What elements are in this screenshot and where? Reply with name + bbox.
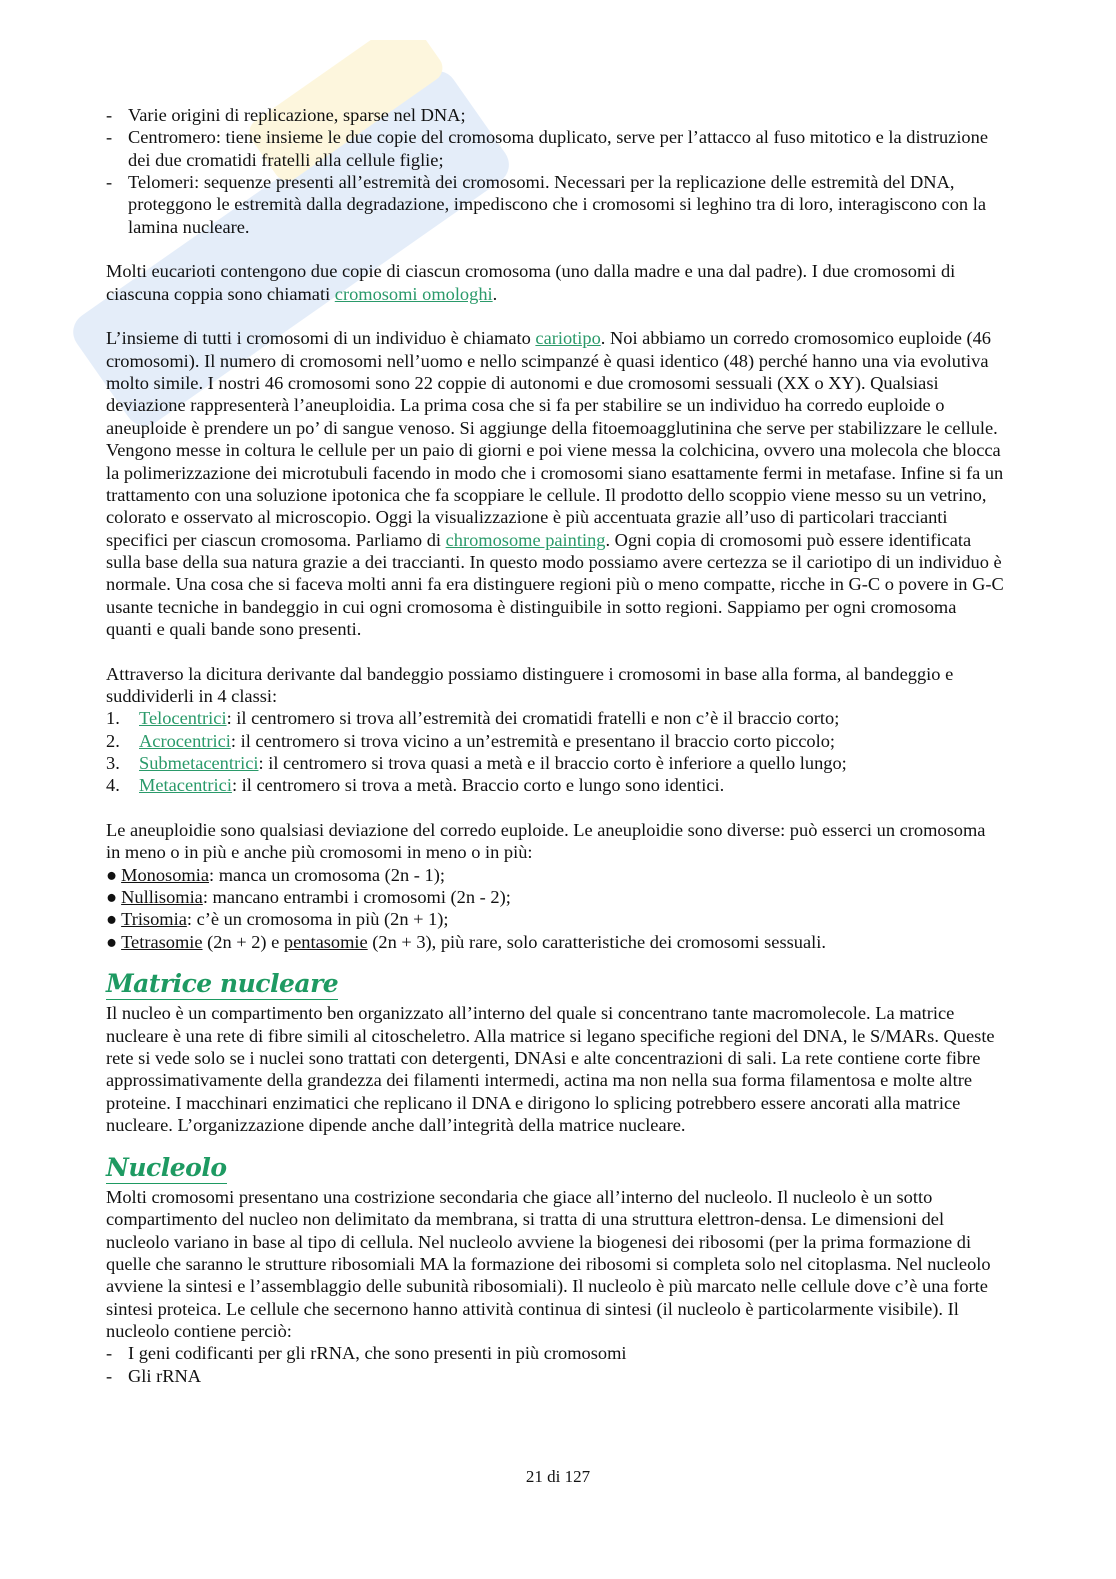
text-run: : c’è un cromosoma in più (2n + 1);	[186, 909, 449, 930]
underlined-term: Monosomia	[121, 864, 209, 885]
text-run: Attraverso la dicitura derivante dal bandeggio possiamo distinguere i cromosomi in base alla forma, al bandeggio e suddividerli in 4 classi:	[106, 663, 954, 706]
page-number: 21 di 127	[525, 1467, 591, 1486]
text-run: Varie origini di replicazione, sparse nel DNA;	[128, 105, 466, 125]
underlined-term: Nullisomia	[121, 887, 203, 908]
underlined-term: Trisomia	[121, 909, 187, 930]
text-run: Molti cromosomi presentano una costrizione secondaria che giace all’interno del nucleolo. Il nucleolo è un sotto compartimento del nucleo non delimitato da membrana, si tratta di una struttura elettron-densa. Le dimensioni del nucleolo variano in base al tipo di cellula. Nel nucleolo avviene la biogenesi dei ribosomi (per la prima formazione di quelle che saranno le strutture ribosomiali MA la formazione dei ribosomi si completa solo nel citoplasma. Nel nucleolo avviene la sintesi e l’assemblaggio delle subunità ribosomiali). Il nucleolo è più marcato nelle cellule dove c’è una forte sintesi proteica. Le cellule che secernono hanno attività continua di sintesi (il nucleolo è particolarmente visibile). Il nucleolo contiene perciò:	[106, 1186, 991, 1341]
text-run: Gli rRNA	[128, 1365, 202, 1386]
text-run: : il centromero si trova vicino a un’estremità e presentano il braccio corto piccolo;	[230, 730, 836, 751]
paragraph	[106, 260, 1004, 305]
text-run: (2n + 2) e	[202, 931, 284, 952]
term-link[interactable]: Telocentrici	[139, 708, 227, 729]
list-marker: -	[106, 1365, 113, 1386]
list-marker: ●	[106, 931, 118, 952]
list-marker: 3.	[106, 752, 120, 773]
text-run: : il centromero si trova all’estremità dei cromatidi fratelli e non c’è il braccio corto;	[226, 708, 840, 729]
text-run: L’insieme di tutti i cromosomi di un individuo è chiamato	[106, 328, 536, 349]
text-run: : il centromero si trova a metà. Braccio corto e lungo sono identici.	[231, 775, 725, 796]
list-item	[106, 707, 1004, 729]
text-run: Il nucleo è un compartimento ben organizzato all’interno del quale si concentrano tante macromolecole. La matrice nucleare è una rete di fibre simili al citoscheletro. Alla matrice si legano specifiche regioni del DNA, le S/MARs. Queste rete si vede solo se i nuclei sono trattati con detergenti, DNAsi e alte concentrazioni di sali. La rete contiene corte fibre approssimativamente della grandezza dei filamenti intermedi, actina ma non nella sua forma filamentosa e molte altre proteine. I macchinari enzimatici che replicano il DNA e dirigono lo splicing potrebbero essere ancorati alla matrice nucleare. L’organizzazione dipende anche dall’integrità della matrice nucleare.	[106, 1003, 995, 1136]
list-marker: 4.	[106, 775, 120, 796]
text-run: : il centromero si trova quasi a metà e il braccio corto è inferiore a quello lungo;	[258, 752, 847, 773]
list-marker: 2.	[106, 730, 120, 751]
list-marker: ●	[106, 864, 118, 885]
underlined-term: pentasomie	[283, 931, 368, 952]
list-item	[106, 908, 1004, 930]
text-run: Centromero: tiene insieme le due copie del cromosoma duplicato, serve per l’attacco al fuso mitotico e la distruzione dei due cromatidi fratelli alla cellule figlie;	[128, 127, 988, 170]
text-run: . Noi abbiamo un corredo cromosomico euploide (46 cromosomi). Il numero di cromosomi nell’uomo e nello scimpanzé è quasi identico (48) perché hanno una via evolutiva molto simile. I nostri 46 cromosomi sono 22 coppie di autonomi e due cromosomi sessuali (XX o XY). Qualsiasi deviazione rappresenterà l’aneuploidia. La prima cosa che si fa per stabilire se un individuo ha corredo euploide o aneuploide è prendere un po’ di sangue venoso. Si aggiunge della fitoemoagglutinina che serve per stabilizzare le cellule. Vengono messe in coltura le cellule per un paio di giorni e poi viene messa la colchicina, ovvero una molecola che blocca la polimerizzazione dei microtubuli facendo in modo che i cromosomi siano esattamente fermi in metafase. Infine si fa un trattamento con una soluzione ipotonica che fa scoppiare le cellule. Il prodotto dello scoppio viene messo su un vetrino, colorato e osservato al microscopio. Oggi la visualizzazione è più accentuata grazie all’uso di particolari traccianti specifici per ciascun cromosoma. Parliamo di	[106, 328, 1004, 550]
bullet-list	[106, 864, 1004, 953]
paragraph	[106, 663, 1004, 708]
text-run: Le aneuploidie sono qualsiasi deviazione del corredo euploide. Le aneuploidie sono diverse: può esserci un cromosoma in meno o in più e anche più cromosomi in meno o in più:	[106, 820, 986, 863]
list-item	[106, 774, 1004, 796]
term-link[interactable]: Metacentrici	[139, 775, 232, 796]
term-link[interactable]: Submetacentrici	[139, 752, 259, 773]
list-item	[106, 1365, 1004, 1387]
list-item	[106, 752, 1004, 774]
list-marker: ●	[106, 909, 118, 930]
list-marker: -	[106, 105, 113, 125]
text-run: I geni codificanti per gli rRNA, che sono presenti in più cromosomi	[128, 1343, 627, 1364]
paragraph	[106, 327, 1004, 640]
list-item	[106, 104, 1004, 126]
text-run: : mancano entrambi i cromosomi (2n - 2);	[202, 887, 511, 908]
bullet-list	[106, 1342, 1004, 1387]
underlined-term: Tetrasomie	[121, 931, 203, 952]
list-marker: 1.	[106, 708, 120, 729]
bullet-list	[106, 104, 1004, 238]
list-item	[106, 864, 1004, 886]
list-item	[106, 886, 1004, 908]
text-run: (2n + 3), più rare, solo caratteristiche dei cromosomi sessuali.	[367, 931, 826, 952]
paragraph	[106, 1186, 1004, 1342]
list-item	[106, 931, 1004, 953]
numbered-list	[106, 707, 1004, 796]
section-heading: Nucleolo	[106, 1152, 227, 1182]
list-item	[106, 1342, 1004, 1364]
term-link[interactable]: cromosomi omologhi	[334, 283, 493, 304]
paragraph	[106, 819, 1004, 864]
paragraph	[106, 1002, 1004, 1136]
list-item	[106, 126, 1004, 171]
term-link[interactable]: chromosome painting	[445, 529, 606, 550]
list-marker: -	[106, 127, 113, 148]
text-run: . Ogni copia di cromosomi può essere identificata sulla base della sua natura grazie a dei traccianti. In questo modo possiamo avere certezza se il cariotipo di un individuo è normale. Una cosa che si faceva molti anni fa era distinguere regioni più o meno compatte, ricche in G-C o povere in G-C usante tecniche in bandeggio in cui ogni cromosoma è distinguibile in sotto regioni. Sappiamo per ogni cromosoma quanti e quali bande sono presenti.	[106, 529, 1004, 639]
section-heading: Matrice nucleare	[106, 969, 339, 999]
document-body	[106, 104, 1004, 1409]
list-item	[106, 730, 1004, 752]
text-run: : manca un cromosoma (2n - 1);	[208, 864, 445, 885]
term-link[interactable]: Acrocentrici	[139, 730, 231, 751]
text-run: Molti eucarioti contengono due copie di ciascun cromosoma (uno dalla madre e una dal padre). I due cromosomi di ciascuna coppia sono chiamati	[106, 261, 956, 304]
list-item	[106, 171, 1004, 238]
text-run: .	[492, 283, 498, 304]
list-marker: -	[106, 172, 113, 193]
list-marker: ●	[106, 887, 118, 908]
list-marker: -	[106, 1343, 113, 1364]
text-run: Telomeri: sequenze presenti all’estremità dei cromosomi. Necessari per la replicazione delle estremità del DNA, proteggono le estremità dalla degradazione, impediscono che i cromosomi si leghino tra di loro, interagiscono con la lamina nucleare.	[128, 172, 986, 237]
term-link[interactable]: cariotipo	[535, 328, 601, 349]
